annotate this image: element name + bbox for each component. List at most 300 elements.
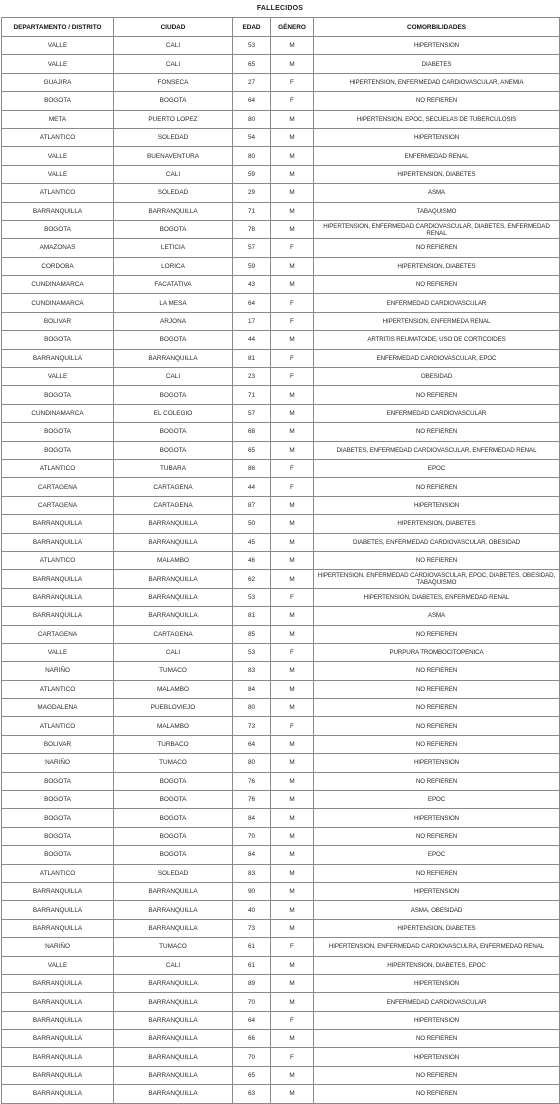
cell-edad: 53 [233, 37, 271, 55]
cell-ciudad: CALI [114, 643, 233, 661]
cell-ciudad: CALI [114, 55, 233, 73]
cell-edad: 87 [233, 496, 271, 514]
cell-ciudad: BARRANQUILLA [114, 515, 233, 533]
cell-edad: 80 [233, 754, 271, 772]
cell-ciudad: MALAMBO [114, 680, 233, 698]
cell-genero: M [271, 882, 314, 900]
cell-genero: M [271, 257, 314, 275]
cell-edad: 65 [233, 441, 271, 459]
cell-ciudad: BARRANQUILLA [114, 349, 233, 367]
cell-comorbilidades: EPOC [314, 846, 560, 864]
cell-comorbilidades: HIPERTENSION [314, 1011, 560, 1029]
cell-departamento: ATLANTICO [2, 459, 114, 477]
cell-comorbilidades: HIPERTENSION, DIABETES [314, 515, 560, 533]
cell-comorbilidades: HIPERTENSION, DIABETES [314, 165, 560, 183]
cell-edad: 90 [233, 882, 271, 900]
cell-ciudad: CARTAGENA [114, 625, 233, 643]
cell-edad: 59 [233, 165, 271, 183]
cell-genero: M [271, 202, 314, 220]
cell-ciudad: BARRANQUILLA [114, 570, 233, 588]
cell-edad: 50 [233, 515, 271, 533]
header-row [2, 18, 560, 37]
cell-departamento: BARRANQUILLA [2, 349, 114, 367]
table-row [2, 1066, 560, 1084]
table-row [2, 717, 560, 735]
cell-edad: 44 [233, 478, 271, 496]
cell-edad: 43 [233, 276, 271, 294]
header-ciudad: CIUDAD [114, 18, 233, 37]
table-row [2, 1030, 560, 1048]
table-row [2, 772, 560, 790]
cell-departamento: CUNDINAMARCA [2, 294, 114, 312]
table-row [2, 459, 560, 477]
cell-comorbilidades: NO REFIEREN [314, 772, 560, 790]
cell-edad: 23 [233, 368, 271, 386]
table-row [2, 809, 560, 827]
fallecidos-table [1, 17, 560, 1104]
cell-ciudad: BUENAVENTURA [114, 147, 233, 165]
cell-edad: 83 [233, 662, 271, 680]
cell-genero: M [271, 110, 314, 128]
cell-ciudad: TUMACO [114, 754, 233, 772]
cell-comorbilidades: HIPERTENSION [314, 974, 560, 992]
table-row [2, 257, 560, 275]
cell-ciudad: CALI [114, 37, 233, 55]
cell-edad: 61 [233, 938, 271, 956]
cell-ciudad: BOGOTA [114, 220, 233, 238]
cell-edad: 53 [233, 588, 271, 606]
table-row [2, 607, 560, 625]
cell-genero: M [271, 551, 314, 569]
cell-genero: M [271, 165, 314, 183]
cell-genero: M [271, 404, 314, 422]
cell-edad: 84 [233, 846, 271, 864]
table-row [2, 220, 560, 238]
cell-comorbilidades: HIPERTENSION, ENFERMEDAD CARDIOVASCULAR, EPOC, DIABETES, OBESIDAD, TABAQUISMO [314, 570, 560, 588]
cell-departamento: ATLANTICO [2, 184, 114, 202]
table-row [2, 515, 560, 533]
table-row [2, 165, 560, 183]
cell-departamento: BARRANQUILLA [2, 588, 114, 606]
cell-edad: 45 [233, 533, 271, 551]
cell-departamento: BOGOTA [2, 772, 114, 790]
cell-edad: 54 [233, 128, 271, 146]
cell-ciudad: BOGOTA [114, 331, 233, 349]
cell-comorbilidades: ENFERMEDAD RENAL [314, 147, 560, 165]
table-row [2, 570, 560, 588]
cell-genero: M [271, 827, 314, 845]
cell-genero: F [271, 459, 314, 477]
cell-departamento: META [2, 110, 114, 128]
cell-genero: M [271, 754, 314, 772]
cell-comorbilidades: OBESIDAD [314, 368, 560, 386]
table-row [2, 791, 560, 809]
table-row [2, 699, 560, 717]
cell-departamento: MAGDALENA [2, 699, 114, 717]
cell-comorbilidades: ENFERMEDAD CARDIOVASCULAR [314, 404, 560, 422]
cell-genero: M [271, 331, 314, 349]
cell-comorbilidades: HIPERTENSION [314, 1048, 560, 1066]
cell-comorbilidades: HIPERTENSION, EPOC, SECUELAS DE TUBERCULOSIS [314, 110, 560, 128]
cell-edad: 70 [233, 993, 271, 1011]
cell-comorbilidades: NO REFIEREN [314, 717, 560, 735]
table-row [2, 1011, 560, 1029]
cell-genero: M [271, 570, 314, 588]
cell-genero: M [271, 423, 314, 441]
cell-departamento: CUNDINAMARCA [2, 404, 114, 422]
cell-genero: M [271, 974, 314, 992]
cell-ciudad: CALI [114, 368, 233, 386]
cell-comorbilidades: NO REFIEREN [314, 864, 560, 882]
cell-comorbilidades: NO REFIEREN [314, 386, 560, 404]
cell-departamento: BARRANQUILLA [2, 919, 114, 937]
cell-ciudad: BARRANQUILLA [114, 1011, 233, 1029]
cell-genero: F [271, 294, 314, 312]
cell-comorbilidades: PURPURA TROMBOCITOPENICA [314, 643, 560, 661]
cell-genero: F [271, 349, 314, 367]
cell-edad: 65 [233, 55, 271, 73]
table-row [2, 478, 560, 496]
cell-comorbilidades: NO REFIEREN [314, 699, 560, 717]
cell-comorbilidades: NO REFIEREN [314, 1085, 560, 1103]
cell-genero: M [271, 662, 314, 680]
cell-ciudad: FONSECA [114, 73, 233, 91]
cell-departamento: ATLANTICO [2, 717, 114, 735]
cell-edad: 44 [233, 331, 271, 349]
cell-genero: M [271, 496, 314, 514]
cell-comorbilidades: NO REFIEREN [314, 423, 560, 441]
table-row [2, 846, 560, 864]
cell-ciudad: CALI [114, 956, 233, 974]
table-row [2, 331, 560, 349]
cell-departamento: BOGOTA [2, 386, 114, 404]
cell-comorbilidades: TABAQUISMO [314, 202, 560, 220]
cell-genero: M [271, 220, 314, 238]
cell-comorbilidades: HIPERTENSION, DIABETES [314, 919, 560, 937]
cell-departamento: BOLIVAR [2, 735, 114, 753]
cell-departamento: BOGOTA [2, 92, 114, 110]
cell-genero: M [271, 515, 314, 533]
cell-edad: 57 [233, 239, 271, 257]
cell-departamento: BARRANQUILLA [2, 533, 114, 551]
cell-ciudad: CALI [114, 165, 233, 183]
cell-departamento: NARIÑO [2, 662, 114, 680]
cell-departamento: VALLE [2, 643, 114, 661]
cell-departamento: CORDOBA [2, 257, 114, 275]
cell-edad: 62 [233, 570, 271, 588]
cell-departamento: BARRANQUILLA [2, 607, 114, 625]
cell-edad: 27 [233, 73, 271, 91]
cell-genero: M [271, 147, 314, 165]
cell-ciudad: BARRANQUILLA [114, 974, 233, 992]
cell-edad: 89 [233, 974, 271, 992]
cell-genero: F [271, 73, 314, 91]
cell-comorbilidades: DIABETES [314, 55, 560, 73]
cell-genero: F [271, 239, 314, 257]
cell-comorbilidades: HIPERTENSION, ENFERMEDAD CARDIOVASCULAR, DIABETES, ENFERMEDAD RENAL [314, 220, 560, 238]
table-row [2, 919, 560, 937]
cell-genero: F [271, 312, 314, 330]
cell-comorbilidades: DIABETES, ENFERMEDAD CARDIOVASCULAR, ENFERMEDAD RENAL [314, 441, 560, 459]
table-body [2, 37, 560, 1104]
cell-genero: M [271, 55, 314, 73]
cell-comorbilidades: ENFERMEDAD CARDIOVASCULAR [314, 294, 560, 312]
cell-genero: F [271, 1011, 314, 1029]
cell-ciudad: BARRANQUILLA [114, 202, 233, 220]
cell-comorbilidades: NO REFIEREN [314, 478, 560, 496]
cell-comorbilidades: HIPERTENSION, DIABETES, EPOC [314, 956, 560, 974]
cell-departamento: BOGOTA [2, 809, 114, 827]
table-row [2, 974, 560, 992]
cell-edad: 73 [233, 717, 271, 735]
cell-departamento: ATLANTICO [2, 680, 114, 698]
cell-edad: 71 [233, 386, 271, 404]
cell-comorbilidades: NO REFIEREN [314, 1066, 560, 1084]
cell-ciudad: CARTAGENA [114, 496, 233, 514]
cell-comorbilidades: EPOC [314, 791, 560, 809]
cell-departamento: BOGOTA [2, 441, 114, 459]
cell-departamento: CARTAGENA [2, 625, 114, 643]
cell-ciudad: BOGOTA [114, 386, 233, 404]
cell-departamento: BOGOTA [2, 423, 114, 441]
cell-genero: M [271, 607, 314, 625]
cell-comorbilidades: ASMA [314, 184, 560, 202]
cell-departamento: BOGOTA [2, 220, 114, 238]
table-row [2, 956, 560, 974]
cell-edad: 73 [233, 919, 271, 937]
cell-ciudad: TUBARA [114, 459, 233, 477]
cell-edad: 64 [233, 735, 271, 753]
cell-comorbilidades: NO REFIEREN [314, 735, 560, 753]
cell-ciudad: BOGOTA [114, 423, 233, 441]
table-row [2, 184, 560, 202]
header-edad: EDAD [233, 18, 271, 37]
table-row [2, 662, 560, 680]
cell-comorbilidades: ARTRITIS REUMATOIDE, USO DE CORTICOIDES [314, 331, 560, 349]
cell-edad: 61 [233, 956, 271, 974]
table-row [2, 938, 560, 956]
cell-edad: 80 [233, 699, 271, 717]
cell-ciudad: BARRANQUILLA [114, 1066, 233, 1084]
cell-genero: M [271, 680, 314, 698]
cell-departamento: VALLE [2, 165, 114, 183]
cell-departamento: BARRANQUILLA [2, 974, 114, 992]
table-row [2, 423, 560, 441]
cell-genero: M [271, 772, 314, 790]
cell-ciudad: BARRANQUILLA [114, 1085, 233, 1103]
table-row [2, 735, 560, 753]
table-row [2, 147, 560, 165]
cell-comorbilidades: HIPERTENSION, DIABETES [314, 257, 560, 275]
cell-genero: M [271, 846, 314, 864]
cell-genero: M [271, 37, 314, 55]
cell-genero: M [271, 735, 314, 753]
cell-edad: 84 [233, 809, 271, 827]
table-row [2, 312, 560, 330]
cell-comorbilidades: ASMA [314, 607, 560, 625]
cell-ciudad: MALAMBO [114, 717, 233, 735]
cell-ciudad: FACATATIVA [114, 276, 233, 294]
cell-genero: M [271, 441, 314, 459]
cell-genero: M [271, 809, 314, 827]
table-row [2, 55, 560, 73]
cell-edad: 83 [233, 864, 271, 882]
cell-ciudad: BARRANQUILLA [114, 1048, 233, 1066]
cell-comorbilidades: HIPERTENSION, ENFERMEDAD CARDIOVASCULAR, ANEMIA [314, 73, 560, 91]
cell-comorbilidades: NO REFIEREN [314, 827, 560, 845]
cell-departamento: BARRANQUILLA [2, 1011, 114, 1029]
cell-departamento: BOGOTA [2, 846, 114, 864]
cell-ciudad: PUERTO LOPEZ [114, 110, 233, 128]
cell-genero: F [271, 1048, 314, 1066]
cell-genero: M [271, 956, 314, 974]
cell-ciudad: SOLEDAD [114, 864, 233, 882]
cell-edad: 80 [233, 110, 271, 128]
cell-ciudad: TUMACO [114, 938, 233, 956]
cell-genero: M [271, 128, 314, 146]
table-row [2, 294, 560, 312]
cell-departamento: VALLE [2, 368, 114, 386]
table-row [2, 864, 560, 882]
cell-departamento: BARRANQUILLA [2, 882, 114, 900]
cell-edad: 66 [233, 1030, 271, 1048]
cell-genero: M [271, 791, 314, 809]
cell-edad: 68 [233, 423, 271, 441]
cell-departamento: BARRANQUILLA [2, 202, 114, 220]
cell-departamento: VALLE [2, 37, 114, 55]
cell-departamento: AMAZONAS [2, 239, 114, 257]
cell-edad: 17 [233, 312, 271, 330]
table-row [2, 588, 560, 606]
cell-edad: 71 [233, 202, 271, 220]
cell-edad: 81 [233, 607, 271, 625]
cell-comorbilidades: HIPERTENSION, DIABETES, ENFERMEDAD RENAL [314, 588, 560, 606]
cell-departamento: NARIÑO [2, 938, 114, 956]
cell-edad: 70 [233, 827, 271, 845]
cell-genero: M [271, 625, 314, 643]
cell-ciudad: BARRANQUILLA [114, 882, 233, 900]
cell-ciudad: BOGOTA [114, 441, 233, 459]
cell-departamento: BARRANQUILLA [2, 1048, 114, 1066]
cell-genero: M [271, 699, 314, 717]
cell-edad: 78 [233, 220, 271, 238]
cell-departamento: BOGOTA [2, 331, 114, 349]
cell-departamento: BOLIVAR [2, 312, 114, 330]
cell-genero: M [271, 276, 314, 294]
table-row [2, 643, 560, 661]
cell-comorbilidades: EPOC [314, 459, 560, 477]
cell-comorbilidades: NO REFIEREN [314, 625, 560, 643]
cell-departamento: VALLE [2, 956, 114, 974]
cell-ciudad: BOGOTA [114, 772, 233, 790]
table-row [2, 993, 560, 1011]
table-row [2, 37, 560, 55]
cell-edad: 76 [233, 791, 271, 809]
cell-edad: 57 [233, 404, 271, 422]
cell-ciudad: MALAMBO [114, 551, 233, 569]
cell-ciudad: PUEBLOVIEJO [114, 699, 233, 717]
cell-ciudad: TUMACO [114, 662, 233, 680]
cell-edad: 80 [233, 147, 271, 165]
cell-edad: 85 [233, 625, 271, 643]
cell-ciudad: BARRANQUILLA [114, 1030, 233, 1048]
header-comorbilidades: COMORBILIDADES [314, 18, 560, 37]
cell-departamento: ATLANTICO [2, 864, 114, 882]
cell-edad: 63 [233, 1085, 271, 1103]
cell-ciudad: BARRANQUILLA [114, 607, 233, 625]
cell-edad: 64 [233, 1011, 271, 1029]
cell-comorbilidades: NO REFIEREN [314, 662, 560, 680]
table-row [2, 368, 560, 386]
cell-genero: M [271, 919, 314, 937]
cell-ciudad: BARRANQUILLA [114, 533, 233, 551]
cell-genero: F [271, 478, 314, 496]
cell-genero: F [271, 717, 314, 735]
cell-genero: M [271, 1085, 314, 1103]
cell-departamento: CARTAGENA [2, 478, 114, 496]
cell-genero: M [271, 901, 314, 919]
cell-comorbilidades: NO REFIEREN [314, 1030, 560, 1048]
table-row [2, 73, 560, 91]
table-title: FALLECIDOS [256, 5, 304, 12]
cell-ciudad: BOGOTA [114, 92, 233, 110]
cell-comorbilidades: HIPERTENSION [314, 809, 560, 827]
table-row [2, 496, 560, 514]
cell-edad: 29 [233, 184, 271, 202]
cell-ciudad: CARTAGENA [114, 478, 233, 496]
cell-ciudad: BARRANQUILLA [114, 901, 233, 919]
cell-ciudad: BARRANQUILLA [114, 919, 233, 937]
cell-edad: 46 [233, 551, 271, 569]
cell-ciudad: LETICIA [114, 239, 233, 257]
cell-departamento: BARRANQUILLA [2, 901, 114, 919]
cell-ciudad: BARRANQUILLA [114, 993, 233, 1011]
table-row [2, 1048, 560, 1066]
cell-comorbilidades: HIPERTENSION [314, 882, 560, 900]
table-row [2, 441, 560, 459]
cell-ciudad: SOLEDAD [114, 128, 233, 146]
cell-comorbilidades: ENFERMEDAD CARDIOVASCULAR, EPOC [314, 349, 560, 367]
cell-comorbilidades: HIPERTENSION [314, 128, 560, 146]
table-row [2, 625, 560, 643]
cell-departamento: ATLANTICO [2, 128, 114, 146]
table-row [2, 533, 560, 551]
cell-departamento: GUAJIRA [2, 73, 114, 91]
cell-comorbilidades: HIPERTENSION [314, 496, 560, 514]
table-row [2, 349, 560, 367]
table-row [2, 239, 560, 257]
cell-genero: M [271, 1030, 314, 1048]
cell-ciudad: SOLEDAD [114, 184, 233, 202]
cell-edad: 86 [233, 459, 271, 477]
cell-comorbilidades: NO REFIEREN [314, 239, 560, 257]
cell-departamento: CUNDINAMARCA [2, 276, 114, 294]
table-row [2, 92, 560, 110]
cell-ciudad: BOGOTA [114, 809, 233, 827]
cell-comorbilidades: NO REFIEREN [314, 680, 560, 698]
cell-genero: M [271, 1066, 314, 1084]
header-departamento: DEPARTAMENTO / DISTRITO [2, 18, 114, 37]
cell-departamento: BARRANQUILLA [2, 1030, 114, 1048]
cell-ciudad: BOGOTA [114, 827, 233, 845]
cell-departamento: BOGOTA [2, 827, 114, 845]
cell-comorbilidades: DIABETES, ENFERMEDAD CARDIOVASCULAR, OBESIDAD [314, 533, 560, 551]
table-row [2, 551, 560, 569]
cell-departamento: BARRANQUILLA [2, 1085, 114, 1103]
cell-edad: 76 [233, 772, 271, 790]
cell-departamento: BARRANQUILLA [2, 1066, 114, 1084]
table-row [2, 202, 560, 220]
